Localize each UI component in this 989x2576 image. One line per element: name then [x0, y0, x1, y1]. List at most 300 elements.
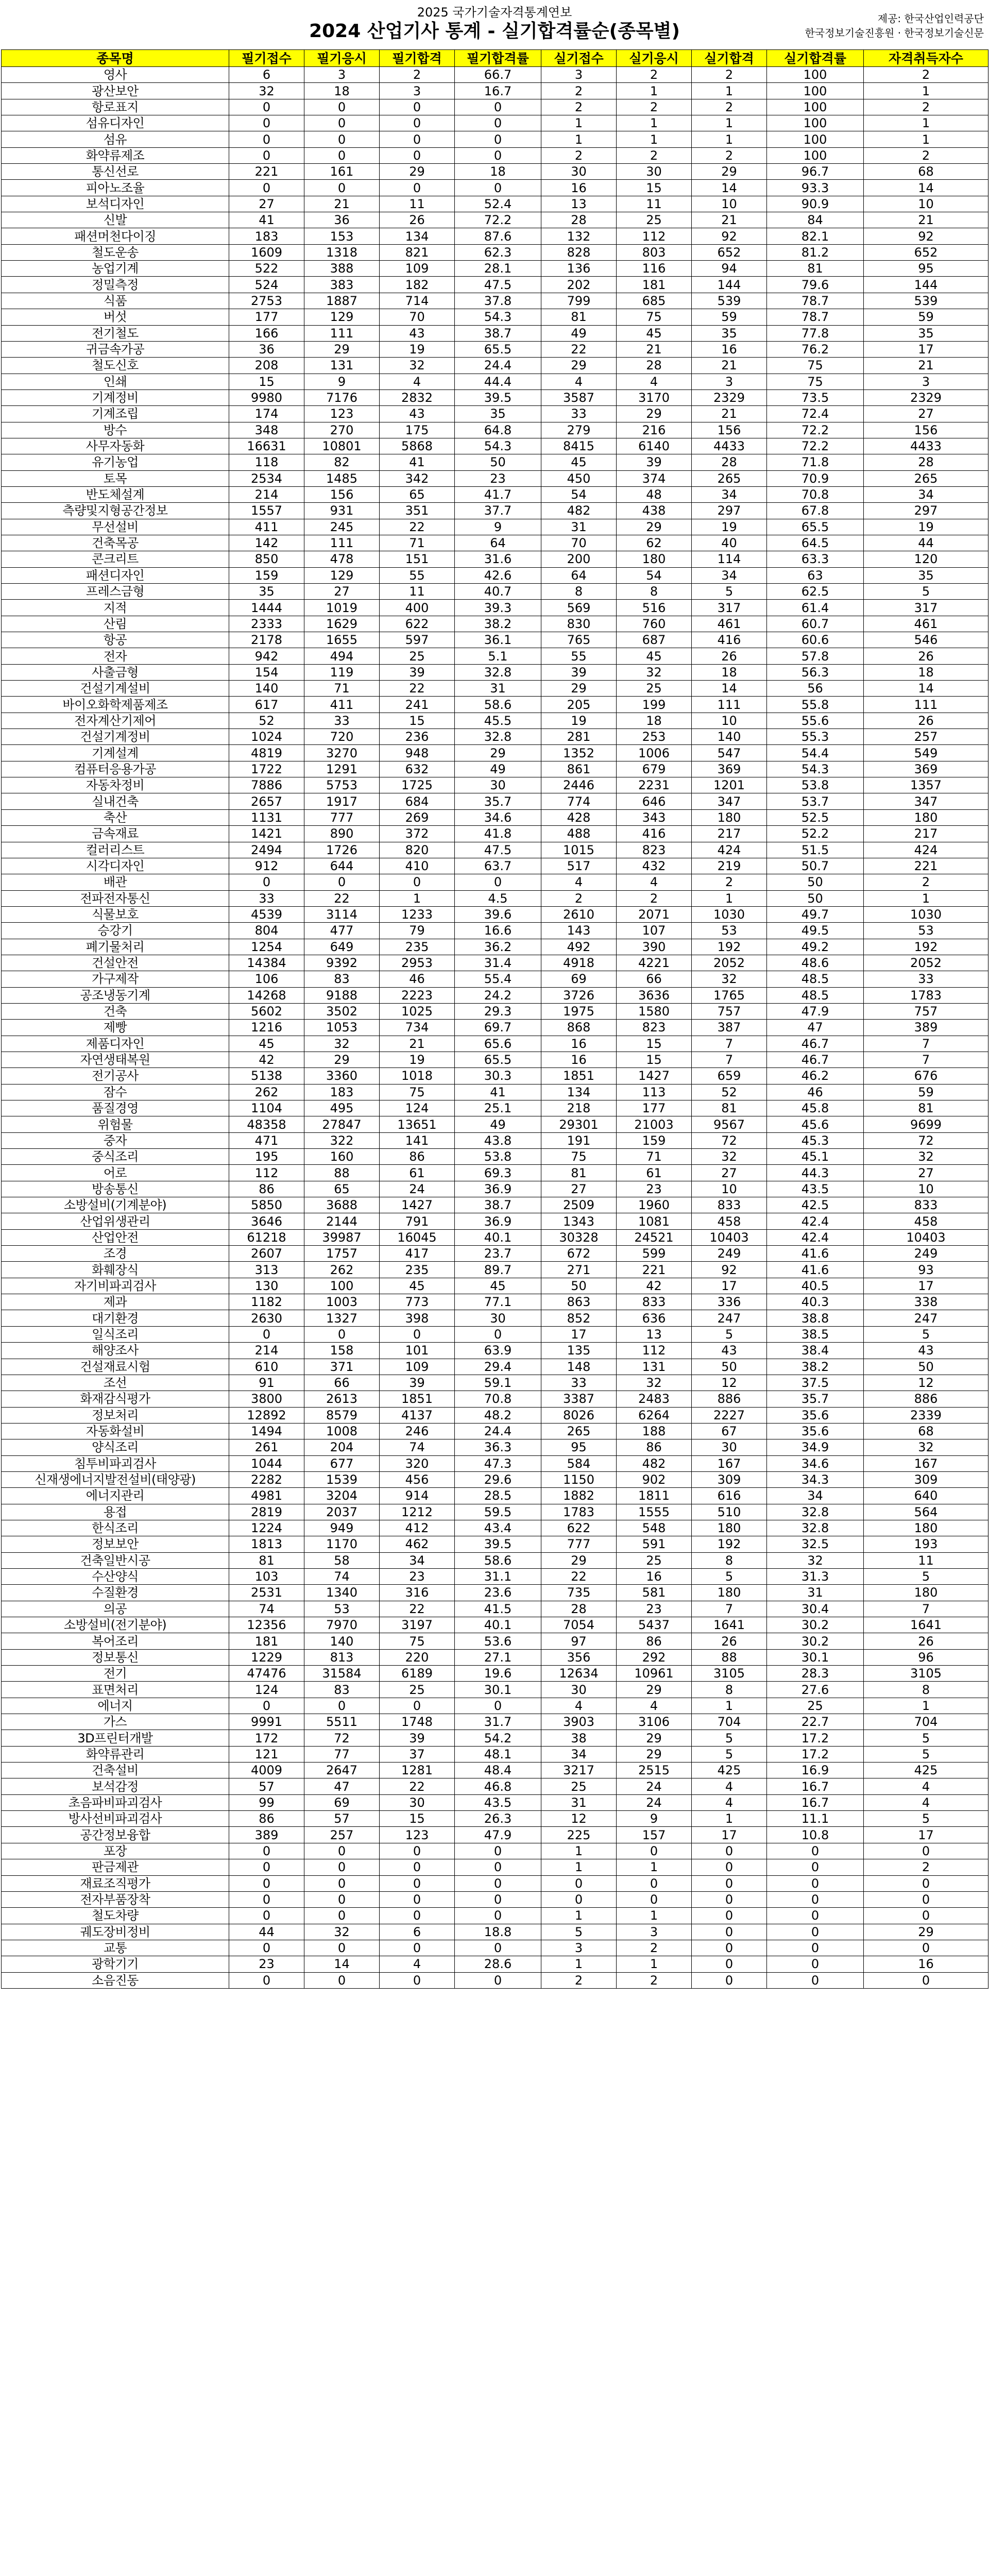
value-cell: 22 — [380, 519, 455, 535]
value-cell: 158 — [304, 1343, 380, 1359]
value-cell: 2329 — [692, 389, 767, 405]
value-cell: 67.8 — [767, 503, 864, 519]
value-cell: 2037 — [304, 1504, 380, 1520]
value-cell: 0 — [229, 115, 304, 131]
value-cell: 24.2 — [455, 987, 541, 1003]
item-name-cell: 농업기계 — [2, 261, 229, 277]
value-cell: 398 — [380, 1310, 455, 1326]
value-cell: 0 — [304, 1908, 380, 1924]
value-cell: 29.3 — [455, 1003, 541, 1019]
value-cell: 16 — [864, 1956, 988, 1972]
value-cell: 383 — [304, 277, 380, 293]
value-cell: 1104 — [229, 1100, 304, 1116]
value-cell: 5850 — [229, 1197, 304, 1213]
value-cell: 15 — [617, 1052, 692, 1067]
value-cell: 1233 — [380, 906, 455, 922]
value-cell: 316 — [380, 1585, 455, 1601]
value-cell: 35 — [229, 584, 304, 600]
value-cell: 5.1 — [455, 648, 541, 664]
item-name-cell: 기계정비 — [2, 389, 229, 405]
value-cell: 21 — [617, 341, 692, 357]
value-cell: 4 — [541, 874, 617, 890]
value-cell: 27.1 — [455, 1649, 541, 1665]
item-name-cell: 정보처리 — [2, 1407, 229, 1423]
value-cell: 119 — [304, 664, 380, 680]
value-cell: 54 — [617, 567, 692, 583]
value-cell: 112 — [229, 1165, 304, 1181]
value-cell: 17 — [541, 1326, 617, 1342]
item-name-cell: 양식조리 — [2, 1439, 229, 1455]
value-cell: 5868 — [380, 438, 455, 454]
value-cell: 29 — [541, 358, 617, 374]
value-cell: 704 — [692, 1714, 767, 1730]
table-row — [2, 1471, 988, 1487]
item-name-cell: 지적 — [2, 600, 229, 616]
value-cell: 1150 — [541, 1471, 617, 1487]
value-cell: 26 — [864, 648, 988, 664]
value-cell: 43.5 — [455, 1794, 541, 1810]
value-cell: 720 — [304, 729, 380, 745]
value-cell: 21003 — [617, 1116, 692, 1132]
value-cell: 70.8 — [455, 1391, 541, 1407]
value-cell: 134 — [541, 1084, 617, 1100]
value-cell: 1 — [692, 131, 767, 147]
table-row — [2, 1568, 988, 1584]
item-name-cell: 초음파비파괴검사 — [2, 1794, 229, 1810]
value-cell: 130 — [229, 1278, 304, 1294]
value-cell: 5 — [692, 1730, 767, 1746]
value-cell: 0 — [767, 1972, 864, 1988]
value-cell: 14268 — [229, 987, 304, 1003]
value-cell: 34.6 — [455, 809, 541, 825]
value-cell: 0 — [767, 1956, 864, 1972]
value-cell: 1201 — [692, 777, 767, 793]
value-cell: 192 — [692, 939, 767, 955]
value-cell: 59 — [692, 309, 767, 325]
value-cell: 28 — [541, 1601, 617, 1617]
value-cell: 19 — [864, 519, 988, 535]
value-cell: 14384 — [229, 955, 304, 971]
value-cell: 153 — [304, 228, 380, 244]
value-cell: 9188 — [304, 987, 380, 1003]
value-cell: 100 — [767, 131, 864, 147]
value-cell: 0 — [455, 1891, 541, 1907]
value-cell: 684 — [380, 793, 455, 809]
value-cell: 29 — [380, 164, 455, 180]
value-cell: 93 — [864, 1262, 988, 1278]
value-cell: 16045 — [380, 1229, 455, 1245]
value-cell: 25 — [617, 1552, 692, 1568]
value-cell: 43 — [380, 406, 455, 422]
value-cell: 10403 — [864, 1229, 988, 1245]
value-cell: 23 — [380, 1568, 455, 1584]
value-cell: 622 — [541, 1520, 617, 1536]
value-cell: 5753 — [304, 777, 380, 793]
value-cell: 704 — [864, 1714, 988, 1730]
table-row — [2, 842, 988, 858]
value-cell: 13651 — [380, 1116, 455, 1132]
value-cell: 57 — [304, 1811, 380, 1827]
value-cell: 84 — [767, 212, 864, 228]
value-cell: 2832 — [380, 389, 455, 405]
value-cell: 30 — [541, 1682, 617, 1698]
table-row — [2, 1375, 988, 1391]
value-cell: 2 — [864, 67, 988, 83]
value-cell: 777 — [541, 1536, 617, 1552]
value-cell: 33 — [304, 713, 380, 728]
value-cell: 0 — [864, 1940, 988, 1956]
value-cell: 2 — [864, 874, 988, 890]
value-cell: 450 — [541, 470, 617, 486]
value-cell: 81 — [541, 1165, 617, 1181]
table-row — [2, 438, 988, 454]
value-cell: 81 — [229, 1552, 304, 1568]
value-cell: 52.5 — [767, 809, 864, 825]
value-cell: 2 — [692, 99, 767, 115]
value-cell: 208 — [229, 358, 304, 374]
value-cell: 17 — [692, 1278, 767, 1294]
value-cell: 2231 — [617, 777, 692, 793]
item-name-cell: 건축목공 — [2, 535, 229, 551]
value-cell: 416 — [617, 826, 692, 842]
item-name-cell: 표면처리 — [2, 1682, 229, 1698]
value-cell: 136 — [541, 261, 617, 277]
value-cell: 30 — [455, 777, 541, 793]
table-row — [2, 1940, 988, 1956]
value-cell: 74 — [380, 1439, 455, 1455]
value-cell: 19 — [541, 713, 617, 728]
value-cell: 25 — [617, 681, 692, 697]
value-cell: 2610 — [541, 906, 617, 922]
value-cell: 70.8 — [767, 486, 864, 502]
value-cell: 180 — [864, 1520, 988, 1536]
value-cell: 8026 — [541, 1407, 617, 1423]
item-name-cell: 조경 — [2, 1246, 229, 1262]
value-cell: 0 — [304, 99, 380, 115]
value-cell: 88 — [304, 1165, 380, 1181]
value-cell: 0 — [767, 1908, 864, 1924]
value-cell: 309 — [692, 1471, 767, 1487]
value-cell: 0 — [864, 1908, 988, 1924]
value-cell: 27 — [229, 196, 304, 212]
value-cell: 9991 — [229, 1714, 304, 1730]
table-row — [2, 535, 988, 551]
value-cell: 1 — [541, 1956, 617, 1972]
value-cell: 63.3 — [767, 551, 864, 567]
value-cell: 192 — [692, 1536, 767, 1552]
value-cell: 53.7 — [767, 793, 864, 809]
value-cell: 3197 — [380, 1617, 455, 1633]
value-cell: 1 — [864, 131, 988, 147]
value-cell: 0 — [304, 131, 380, 147]
value-cell: 62 — [617, 535, 692, 551]
value-cell: 100 — [767, 83, 864, 99]
value-cell: 482 — [541, 503, 617, 519]
value-cell: 416 — [692, 632, 767, 648]
value-cell: 28.3 — [767, 1666, 864, 1682]
value-cell: 26 — [380, 212, 455, 228]
value-cell: 159 — [229, 567, 304, 583]
value-cell: 1655 — [304, 632, 380, 648]
value-cell: 547 — [692, 745, 767, 761]
value-cell: 29 — [617, 1746, 692, 1762]
value-cell: 214 — [229, 1343, 304, 1359]
value-cell: 478 — [304, 551, 380, 567]
table-row — [2, 1972, 988, 1988]
value-cell: 16.7 — [767, 1794, 864, 1810]
value-cell: 82 — [304, 454, 380, 470]
value-cell: 28.5 — [455, 1488, 541, 1504]
value-cell: 412 — [380, 1520, 455, 1536]
value-cell: 45 — [380, 1278, 455, 1294]
value-cell: 4819 — [229, 745, 304, 761]
value-cell: 617 — [229, 697, 304, 713]
value-cell: 8 — [541, 584, 617, 600]
value-cell: 21 — [864, 212, 988, 228]
value-cell: 482 — [617, 1455, 692, 1471]
value-cell: 292 — [617, 1649, 692, 1665]
value-cell: 50.7 — [767, 858, 864, 874]
table-row — [2, 1229, 988, 1245]
item-name-cell: 기계조립 — [2, 406, 229, 422]
value-cell: 0 — [380, 147, 455, 163]
value-cell: 432 — [617, 858, 692, 874]
value-cell: 31 — [455, 681, 541, 697]
value-cell: 3 — [380, 83, 455, 99]
value-cell: 24.4 — [455, 1423, 541, 1439]
value-cell: 81 — [864, 1100, 988, 1116]
value-cell: 38.8 — [767, 1310, 864, 1326]
value-cell: 32 — [229, 83, 304, 99]
item-name-cell: 제과 — [2, 1294, 229, 1310]
value-cell: 111 — [304, 325, 380, 341]
value-cell: 0 — [455, 1940, 541, 1956]
value-cell: 100 — [767, 99, 864, 115]
table-row — [2, 1359, 988, 1375]
value-cell: 1 — [864, 115, 988, 131]
value-cell: 0 — [455, 99, 541, 115]
value-cell: 157 — [617, 1827, 692, 1843]
value-cell: 50 — [864, 1359, 988, 1375]
column-header: 필기접수 — [229, 50, 304, 67]
value-cell: 5 — [864, 1568, 988, 1584]
value-cell: 4 — [541, 1698, 617, 1714]
value-cell: 64 — [455, 535, 541, 551]
value-cell: 193 — [864, 1536, 988, 1552]
value-cell: 92 — [864, 228, 988, 244]
value-cell: 96.7 — [767, 164, 864, 180]
value-cell: 4221 — [617, 955, 692, 971]
item-name-cell: 중식조리 — [2, 1149, 229, 1165]
table-row — [2, 358, 988, 374]
value-cell: 11 — [617, 196, 692, 212]
value-cell: 54.3 — [455, 309, 541, 325]
value-cell: 53 — [864, 923, 988, 939]
value-cell: 44 — [864, 535, 988, 551]
value-cell: 180 — [692, 1520, 767, 1536]
value-cell: 66.7 — [455, 67, 541, 83]
value-cell: 462 — [380, 1536, 455, 1552]
table-row — [2, 261, 988, 277]
value-cell: 1 — [692, 1698, 767, 1714]
value-cell: 44.4 — [455, 374, 541, 389]
value-cell: 183 — [304, 1084, 380, 1100]
value-cell: 34 — [380, 1552, 455, 1568]
value-cell: 200 — [541, 551, 617, 567]
value-cell: 1917 — [304, 793, 380, 809]
value-cell: 2 — [541, 147, 617, 163]
value-cell: 72 — [304, 1730, 380, 1746]
value-cell: 66 — [617, 971, 692, 987]
value-cell: 428 — [541, 809, 617, 825]
value-cell: 180 — [617, 551, 692, 567]
value-cell: 121 — [229, 1746, 304, 1762]
value-cell: 5437 — [617, 1617, 692, 1633]
value-cell: 143 — [541, 923, 617, 939]
value-cell: 13 — [541, 196, 617, 212]
value-cell: 175 — [380, 422, 455, 438]
value-cell: 1030 — [692, 906, 767, 922]
value-cell: 773 — [380, 1294, 455, 1310]
value-cell: 0 — [229, 1843, 304, 1859]
value-cell: 52 — [229, 713, 304, 728]
value-cell: 1851 — [541, 1068, 617, 1084]
value-cell: 1725 — [380, 777, 455, 793]
value-cell: 21 — [864, 358, 988, 374]
page-title: 2024 산업기사 통계 - 실기합격률순(종목별) — [309, 21, 680, 42]
table-row — [2, 1730, 988, 1746]
value-cell: 66 — [304, 1375, 380, 1391]
table-row — [2, 1116, 988, 1132]
item-name-cell: 정보보안 — [2, 1536, 229, 1552]
value-cell: 2 — [617, 1972, 692, 1988]
value-cell: 1757 — [304, 1246, 380, 1262]
value-cell: 261 — [229, 1439, 304, 1455]
value-cell: 180 — [692, 1585, 767, 1601]
value-cell: 76.2 — [767, 341, 864, 357]
value-cell: 262 — [304, 1262, 380, 1278]
table-row — [2, 1407, 988, 1423]
table-row — [2, 341, 988, 357]
value-cell: 4918 — [541, 955, 617, 971]
value-cell: 297 — [864, 503, 988, 519]
table-row — [2, 697, 988, 713]
value-cell: 1216 — [229, 1020, 304, 1036]
value-cell: 3636 — [617, 987, 692, 1003]
value-cell: 46.7 — [767, 1036, 864, 1052]
value-cell: 35 — [864, 567, 988, 583]
value-cell: 591 — [617, 1536, 692, 1552]
value-cell: 71 — [380, 535, 455, 551]
table-row — [2, 309, 988, 325]
value-cell: 42.5 — [767, 1197, 864, 1213]
value-cell: 19 — [380, 341, 455, 357]
value-cell: 42.4 — [767, 1229, 864, 1245]
item-name-cell: 포장 — [2, 1843, 229, 1859]
column-header: 종목명 — [2, 50, 229, 67]
value-cell: 199 — [617, 697, 692, 713]
item-name-cell: 측량및지형공간정보 — [2, 503, 229, 519]
value-cell: 16 — [541, 180, 617, 196]
table-row — [2, 1552, 988, 1568]
value-cell: 32.8 — [767, 1504, 864, 1520]
value-cell: 2071 — [617, 906, 692, 922]
value-cell: 0 — [229, 1940, 304, 1956]
value-cell: 34 — [692, 567, 767, 583]
value-cell: 46 — [380, 971, 455, 987]
table-row — [2, 551, 988, 567]
table-row — [2, 1666, 988, 1682]
item-name-cell: 화재감식평가 — [2, 1391, 229, 1407]
value-cell: 59.1 — [455, 1375, 541, 1391]
value-cell: 1 — [617, 83, 692, 99]
value-cell: 45 — [617, 648, 692, 664]
value-cell: 0 — [455, 1326, 541, 1342]
table-row — [2, 987, 988, 1003]
value-cell: 371 — [304, 1359, 380, 1375]
table-row — [2, 470, 988, 486]
value-cell: 29 — [864, 1924, 988, 1940]
value-cell: 47.3 — [455, 1455, 541, 1471]
value-cell: 5 — [692, 1326, 767, 1342]
value-cell: 0 — [304, 115, 380, 131]
item-name-cell: 에너지관리 — [2, 1488, 229, 1504]
table-row — [2, 1455, 988, 1471]
value-cell: 160 — [304, 1149, 380, 1165]
value-cell: 53.8 — [455, 1149, 541, 1165]
value-cell: 7 — [692, 1036, 767, 1052]
table-row — [2, 164, 988, 180]
value-cell: 181 — [229, 1633, 304, 1649]
value-cell: 22 — [380, 1601, 455, 1617]
value-cell: 813 — [304, 1649, 380, 1665]
value-cell: 225 — [541, 1827, 617, 1843]
value-cell: 41 — [229, 212, 304, 228]
value-cell: 32 — [617, 1375, 692, 1391]
value-cell: 21 — [692, 358, 767, 374]
value-cell: 270 — [304, 422, 380, 438]
value-cell: 100 — [767, 67, 864, 83]
value-cell: 0 — [380, 1940, 455, 1956]
value-cell: 27.6 — [767, 1682, 864, 1698]
value-cell: 47.5 — [455, 842, 541, 858]
value-cell: 8579 — [304, 1407, 380, 1423]
table-row — [2, 212, 988, 228]
value-cell: 10801 — [304, 438, 380, 454]
value-cell: 30 — [541, 164, 617, 180]
item-name-cell: 철도차량 — [2, 1908, 229, 1924]
value-cell: 70 — [380, 309, 455, 325]
value-cell: 411 — [304, 697, 380, 713]
value-cell: 12 — [541, 1811, 617, 1827]
table-row — [2, 793, 988, 809]
value-cell: 32 — [617, 664, 692, 680]
value-cell: 0 — [692, 1924, 767, 1940]
table-row — [2, 277, 988, 293]
value-cell: 34 — [864, 486, 988, 502]
value-cell: 89.7 — [455, 1262, 541, 1278]
value-cell: 2333 — [229, 616, 304, 632]
value-cell: 39.3 — [455, 600, 541, 616]
value-cell: 1 — [541, 115, 617, 131]
value-cell: 43 — [864, 1343, 988, 1359]
item-name-cell: 건설기계설비 — [2, 681, 229, 697]
value-cell: 77.1 — [455, 1294, 541, 1310]
item-name-cell: 자연생태복원 — [2, 1052, 229, 1067]
value-cell: 581 — [617, 1585, 692, 1601]
value-cell: 0 — [617, 1875, 692, 1891]
value-cell: 0 — [767, 1875, 864, 1891]
